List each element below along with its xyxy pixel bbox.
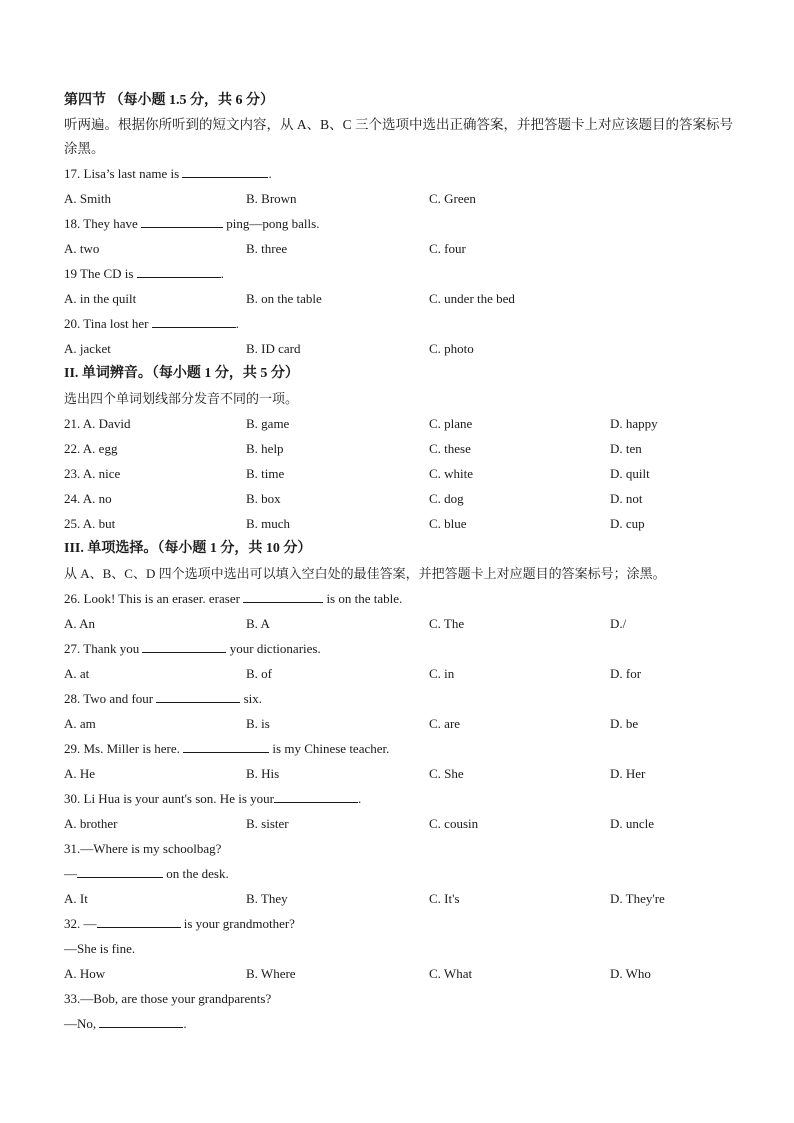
option-c: C. The xyxy=(429,616,465,631)
question-28-options xyxy=(64,711,734,736)
question-18: 18. They have ping—pong balls. xyxy=(64,216,320,231)
section3-heading: III. 单项选择。（每小题 1 分，共 10 分） xyxy=(64,541,312,556)
answer-blank xyxy=(141,214,223,228)
answer-blank xyxy=(142,639,226,653)
option-a: A. How xyxy=(64,966,106,981)
question-31-answer: — on the desk. xyxy=(64,866,229,881)
question-32-reply: —She is fine. xyxy=(64,941,136,956)
option-c: C. She xyxy=(429,766,464,781)
answer-blank xyxy=(243,589,323,603)
option-c: C. Green xyxy=(429,191,476,206)
option-a: A. two xyxy=(64,241,100,256)
option-c: C. photo xyxy=(429,341,474,356)
option-a: A. brother xyxy=(64,816,118,831)
question-26-options xyxy=(64,611,734,636)
question-32-options xyxy=(64,961,734,986)
option-b: B. Where xyxy=(246,966,296,981)
question-23 xyxy=(64,461,734,486)
option-a: 21. A. David xyxy=(64,416,131,431)
answer-blank xyxy=(156,689,240,703)
question-27-options xyxy=(64,661,734,686)
option-b: B. time xyxy=(246,466,285,481)
option-a: A. jacket xyxy=(64,341,111,356)
question-20: 20. Tina lost her . xyxy=(64,316,240,331)
question-18-options xyxy=(64,236,734,261)
question-31-options xyxy=(64,886,734,911)
option-d: D. ten xyxy=(610,441,642,456)
option-c: C. blue xyxy=(429,516,467,531)
option-a: 23. A. nice xyxy=(64,466,121,481)
option-c: C. It's xyxy=(429,891,460,906)
option-a: A. He xyxy=(64,766,96,781)
question-19-options xyxy=(64,286,734,311)
option-b: B. box xyxy=(246,491,281,506)
option-d: D./ xyxy=(610,616,627,631)
option-c: C. plane xyxy=(429,416,473,431)
question-19: 19 The CD is . xyxy=(64,266,224,281)
option-c: C. these xyxy=(429,441,471,456)
option-b: B. game xyxy=(246,416,290,431)
option-b: B. ID card xyxy=(246,341,301,356)
option-c: C. are xyxy=(429,716,461,731)
answer-blank xyxy=(183,739,269,753)
question-30: 30. Li Hua is your aunt's son. He is your . xyxy=(64,791,362,806)
answer-blank xyxy=(152,314,236,328)
question-21 xyxy=(64,411,734,436)
option-c: C. What xyxy=(429,966,473,981)
question-32: 32. — is your grandmother? xyxy=(64,916,295,931)
option-d: D. happy xyxy=(610,416,658,431)
question-25 xyxy=(64,511,734,536)
option-c: C. under the bed xyxy=(429,291,515,306)
option-a: A. It xyxy=(64,891,88,906)
question-27: 27. Thank you your dictionaries. xyxy=(64,641,321,656)
option-b: B. of xyxy=(246,666,272,681)
option-b: B. Brown xyxy=(246,191,297,206)
option-d: D. not xyxy=(610,491,643,506)
option-c: C. cousin xyxy=(429,816,479,831)
question-20-options xyxy=(64,336,734,361)
option-d: D. Who xyxy=(610,966,651,981)
exam-page xyxy=(64,88,734,1036)
option-a: A. An xyxy=(64,616,96,631)
answer-blank xyxy=(77,864,163,878)
option-a: A. Smith xyxy=(64,191,111,206)
option-d: D. They're xyxy=(610,891,665,906)
option-a: 24. A. no xyxy=(64,491,112,506)
question-30-options xyxy=(64,811,734,836)
question-33-answer: —No, . xyxy=(64,1016,187,1031)
option-b: B. on the table xyxy=(246,291,322,306)
option-c: C. white xyxy=(429,466,474,481)
question-29-options xyxy=(64,761,734,786)
answer-blank xyxy=(182,164,268,178)
answer-blank xyxy=(97,914,181,928)
section2-instruction: 选出四个单词划线部分发音不同的一项。 xyxy=(64,391,299,406)
option-a: A. am xyxy=(64,716,96,731)
question-28: 28. Two and four six. xyxy=(64,691,263,706)
option-d: D. be xyxy=(610,716,639,731)
option-b: B. is xyxy=(246,716,270,731)
option-b: B. His xyxy=(246,766,280,781)
option-a: A. at xyxy=(64,666,90,681)
section2-heading: II. 单词辨音。（每小题 1 分，共 5 分） xyxy=(64,366,299,381)
section3-instruction: 从 A、B、C、D 四个选项中选出可以填入空白处的最佳答案，并把答题卡上对应题目的答案标号；涂黑。 xyxy=(64,566,666,581)
option-a: 25. A. but xyxy=(64,516,116,531)
option-d: D. cup xyxy=(610,516,645,531)
option-d: D. for xyxy=(610,666,642,681)
question-33: 33.—Bob, are those your grandparents? xyxy=(64,991,272,1006)
section4-heading: 第四节 （每小题 1.5 分，共 6 分） xyxy=(64,93,274,108)
option-d: D. quilt xyxy=(610,466,650,481)
option-d: D. Her xyxy=(610,766,646,781)
option-b: B. much xyxy=(246,516,291,531)
option-b: B. They xyxy=(246,891,288,906)
option-c: C. in xyxy=(429,666,455,681)
option-a: A. in the quilt xyxy=(64,291,137,306)
question-17-options xyxy=(64,186,734,211)
option-b: B. help xyxy=(246,441,284,456)
option-b: B. three xyxy=(246,241,288,256)
option-c: C. dog xyxy=(429,491,464,506)
question-29: 29. Ms. Miller is here. is my Chinese teacher. xyxy=(64,741,390,756)
answer-blank xyxy=(137,264,221,278)
question-17: 17. Lisa’s last name is . xyxy=(64,166,272,181)
option-b: B. sister xyxy=(246,816,289,831)
answer-blank xyxy=(274,789,358,803)
option-d: D. uncle xyxy=(610,816,655,831)
question-31: 31.—Where is my schoolbag? xyxy=(64,841,222,856)
question-24 xyxy=(64,486,734,511)
question-22 xyxy=(64,436,734,461)
option-c: C. four xyxy=(429,241,466,256)
option-a: 22. A. egg xyxy=(64,441,118,456)
section4-instruction: 听两遍。根据你所听到的短文内容，从 A、B、C 三个选项中选出正确答案，并把答题卡上对应该题目的答案标号涂黑。 xyxy=(64,117,734,156)
question-26: 26. Look! This is an eraser. eraser is on the table. xyxy=(64,591,403,606)
answer-blank xyxy=(99,1014,183,1028)
option-b: B. A xyxy=(246,616,270,631)
